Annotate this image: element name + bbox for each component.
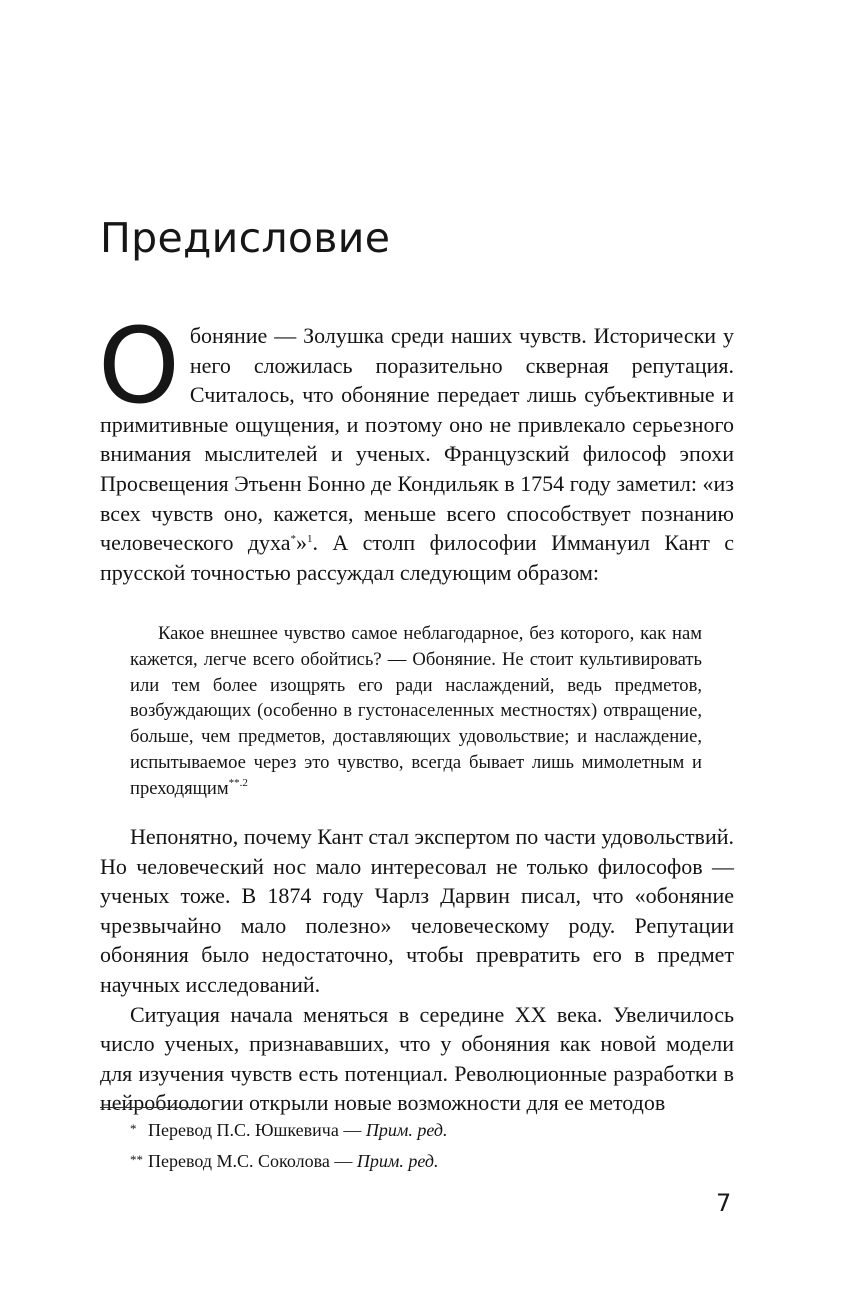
- reference-number: .2: [239, 776, 248, 789]
- drop-cap: О: [98, 305, 180, 427]
- intro-paragraph: [98, 305, 734, 587]
- footnote-divider: [100, 1107, 206, 1108]
- footnote-text: Перевод П.С. Юшкевича —: [148, 1120, 366, 1140]
- paragraph: Ситуация начала меняться в середине XX века. Увеличилось число ученых, признававших, что у обоняния как новой модели для изучения чувств есть потенциал. Революционные разработки в нейробиологии открыли новые возможности для ее методов: [100, 1001, 734, 1116]
- editor-note: Прим. ред.: [356, 1151, 439, 1171]
- footnote-mark: *: [130, 1121, 137, 1136]
- closing-quote: »: [296, 530, 308, 556]
- footnote-marker: **: [228, 776, 240, 789]
- quote-text: Какое внешнее чувство самое неблагодарное, без которого, как нам кажется, легче всего обойтись? — Обоняние. Не стоит культивировать или тем более изощрять его ради наслаждений, ведь предметов, возбуждающих (особенно в густонаселенных местностях) отвращение, больше, чем предметов, доставляющих удовольствие; и наслаждение, испытываемое через это чувство, всегда бывает лишь мимолетным и преходящим: [130, 623, 702, 799]
- reference-number: 1: [307, 533, 313, 546]
- paragraph: Непонятно, почему Кант стал экспертом по части удовольствий. Но человеческий нос мало интересовал не только философов — ученых тоже. В 1874 году Чарлз Дарвин писал, что «обоняние чрезвычайно мало полезно» человеческому роду. Репутации обоняния было недостаточно, чтобы превратить его в предмет научных исследований.: [100, 824, 734, 997]
- footnote-item: [130, 1114, 447, 1145]
- footnote-item: [130, 1145, 447, 1176]
- footnote-mark: **: [130, 1152, 143, 1167]
- footnote-marker: *: [290, 533, 297, 546]
- editor-note: Прим. ред.: [365, 1120, 448, 1140]
- paragraph-text-continued: . А столп философии Иммануил Кант с прусской точностью рассуждал следующим образом:: [100, 530, 734, 585]
- body-text: [100, 822, 734, 1118]
- block-quote: [130, 621, 702, 802]
- chapter-title: Предисловие: [100, 214, 391, 262]
- paragraph-text: боняние — Золушка среди наших чувств. Исторически у него сложилась поразительно скверная репутация. Считалось, что обоняние передает лишь субъективные и примитивные ощущения, и поэтому оно не привлекало серьезного внимания мыслителей и ученых. Французский философ эпохи Просвещения Этьенн Бонно де Кондильяк в 1754 году заметил: «из всех чувств оно, кажется, меньше всего способствует познанию человеческого духа: [100, 323, 734, 556]
- footnote-text: Перевод М.С. Соколова —: [148, 1151, 357, 1171]
- footnotes: [130, 1114, 447, 1176]
- page-number: 7: [716, 1189, 732, 1217]
